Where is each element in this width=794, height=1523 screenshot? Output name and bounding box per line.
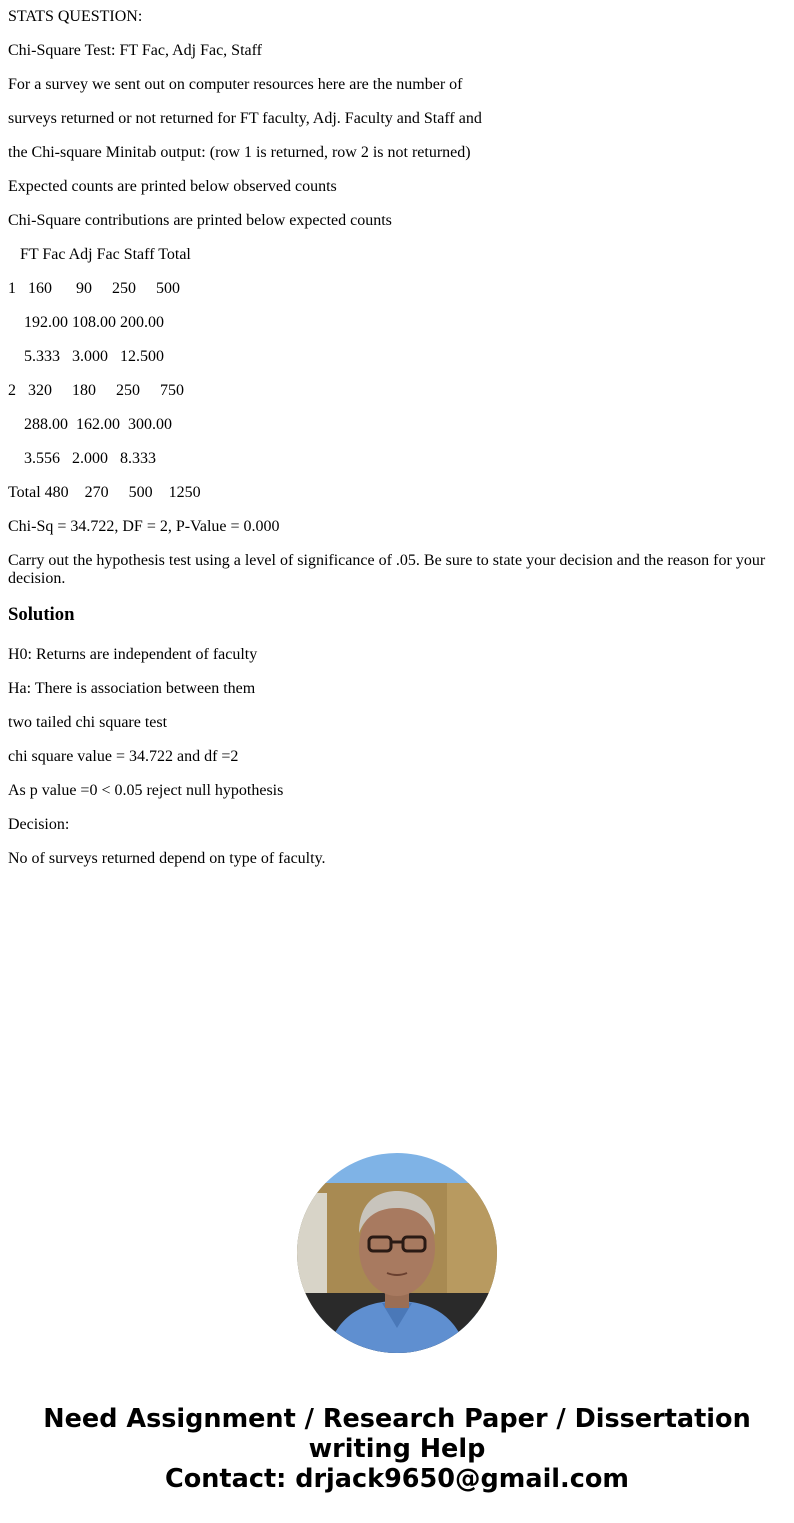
table-row-2-expected: 288.00 162.00 300.00 (8, 416, 172, 433)
table-header-row: FT Fac Adj Fac Staff Total (8, 246, 191, 263)
table-row-1-observed: 1 160 90 250 500 (8, 280, 180, 297)
table-row-1-contribution: 5.333 3.000 12.500 (8, 348, 164, 365)
solution-line: two tailed chi square test (8, 714, 168, 731)
expected-note: Expected counts are printed below observed counts (8, 178, 337, 195)
table-row-2-observed: 2 320 180 250 750 (8, 382, 184, 399)
table-row-1-expected: 192.00 108.00 200.00 (8, 314, 164, 331)
solution-line: No of surveys returned depend on type of faculty. (8, 850, 326, 867)
footer-contact: Contact: drjack9650@gmail.com (165, 1464, 629, 1494)
solution-line: Ha: There is association between them (8, 680, 256, 697)
table-total-row: Total 480 270 500 1250 (8, 484, 201, 501)
table-row-2-contribution: 3.556 2.000 8.333 (8, 450, 156, 467)
intro-line-2: surveys returned or not returned for FT faculty, Adj. Faculty and Staff and (8, 110, 482, 127)
solution-heading: Solution (8, 604, 75, 625)
test-title: Chi-Square Test: FT Fac, Adj Fac, Staff (8, 42, 262, 59)
chi-square-result: Chi-Sq = 34.722, DF = 2, P-Value = 0.000 (8, 518, 280, 535)
document-body (8, 8, 784, 884)
footer-line-2: writing Help (308, 1434, 486, 1464)
intro-line-3: the Chi-square Minitab output: (row 1 is returned, row 2 is not returned) (8, 144, 471, 161)
solution-line: chi square value = 34.722 and df =2 (8, 748, 239, 765)
instruction-text: Carry out the hypothesis test using a level of significance of .05. Be sure to state your decision and the reason for your decision. (8, 552, 766, 587)
footer-line-1: Need Assignment / Research Paper / Dissertation (43, 1404, 751, 1434)
footer-banner (0, 1404, 794, 1494)
solution-line: As p value =0 < 0.05 reject null hypothesis (8, 782, 284, 799)
solution-line: H0: Returns are independent of faculty (8, 646, 258, 663)
contribution-note: Chi-Square contributions are printed below expected counts (8, 212, 392, 229)
solution-line: Decision: (8, 816, 70, 833)
question-header: STATS QUESTION: (8, 8, 143, 25)
intro-line-1: For a survey we sent out on computer resources here are the number of (8, 76, 463, 93)
author-portrait-image (297, 1153, 497, 1353)
author-photo (297, 1153, 497, 1353)
